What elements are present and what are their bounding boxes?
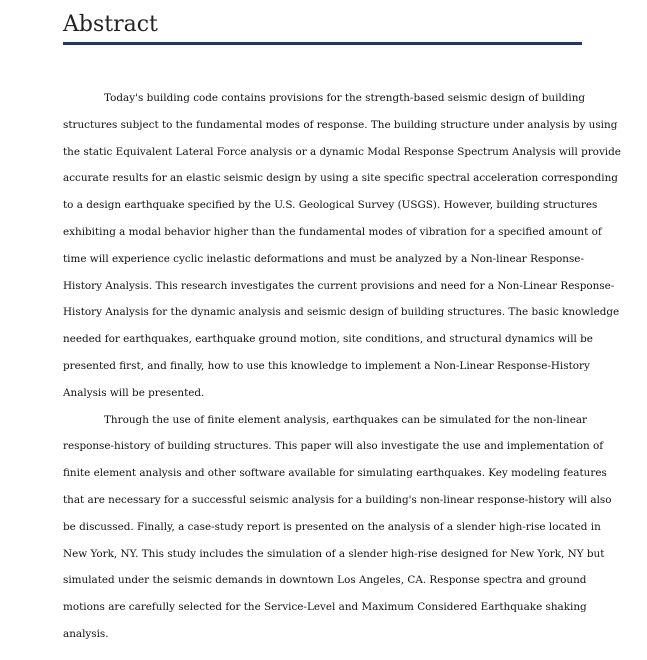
paragraph-line: Today's building code contains provisions for the strength-based seismic design of building bbox=[104, 92, 586, 104]
paragraph-line: analysis. bbox=[63, 627, 109, 640]
paragraph-line: motions are carefully selected for the Service-Level and Maximum Considered Earthquake shaking bbox=[63, 601, 587, 614]
paragraph-line: response-history of building structures. This paper will also investigate the use and implementation of bbox=[63, 440, 604, 453]
paragraph-line: that are necessary for a successful seismic analysis for a building's non-linear response-history will also bbox=[63, 493, 612, 506]
paragraph-line: the static Equivalent Lateral Force analysis or a dynamic Modal Response Spectrum Analysis will provide bbox=[63, 145, 621, 158]
abstract-paragraph bbox=[63, 407, 612, 648]
paragraph-line: exhibiting a modal behavior higher than the fundamental modes of vibration for a specified amount of bbox=[63, 225, 602, 238]
paragraph-line: to a design earthquake specified by the U.S. Geological Survey (USGS). However, building structures bbox=[63, 199, 598, 212]
paragraph-line: accurate results for an elastic seismic design by using a site specific spectral acceleration corresponding bbox=[63, 172, 618, 185]
section-heading: Abstract bbox=[63, 12, 158, 37]
abstract-paragraph bbox=[63, 85, 621, 407]
paragraph-line: History Analysis. This research investigates the current provisions and need for a Non-Linear Response- bbox=[63, 279, 615, 292]
paragraph-line: time will experience cyclic inelastic deformations and must be analyzed by a Non-linear Response- bbox=[63, 252, 584, 265]
paragraph-line: simulated under the seismic demands in downtown Los Angeles, CA. Response spectra and ground bbox=[63, 574, 587, 587]
paragraph-line: New York, NY. This study includes the simulation of a slender high-rise designed for New York, NY but bbox=[63, 547, 605, 560]
paragraph-line: needed for earthquakes, earthquake ground motion, site conditions, and structural dynamics will be bbox=[63, 333, 593, 346]
paragraph-line: presented first, and finally, how to use this knowledge to implement a Non-Linear Response-History bbox=[63, 359, 590, 372]
paragraph-line: finite element analysis and other software available for simulating earthquakes. Key modeling features bbox=[63, 467, 607, 480]
abstract-body bbox=[63, 85, 621, 648]
paragraph-line: structures subject to the fundamental modes of response. The building structure under analysis by using bbox=[63, 118, 618, 131]
heading-underline-rule bbox=[63, 42, 582, 45]
paragraph-line: be discussed. Finally, a case-study report is presented on the analysis of a slender high-rise located in bbox=[63, 520, 601, 533]
paragraph-line: Analysis will be presented. bbox=[63, 386, 205, 399]
paragraph-line: Through the use of finite element analysis, earthquakes can be simulated for the non-linear bbox=[104, 413, 588, 426]
paragraph-line: History Analysis for the dynamic analysis and seismic design of building structures. The basic knowledge bbox=[63, 306, 620, 319]
